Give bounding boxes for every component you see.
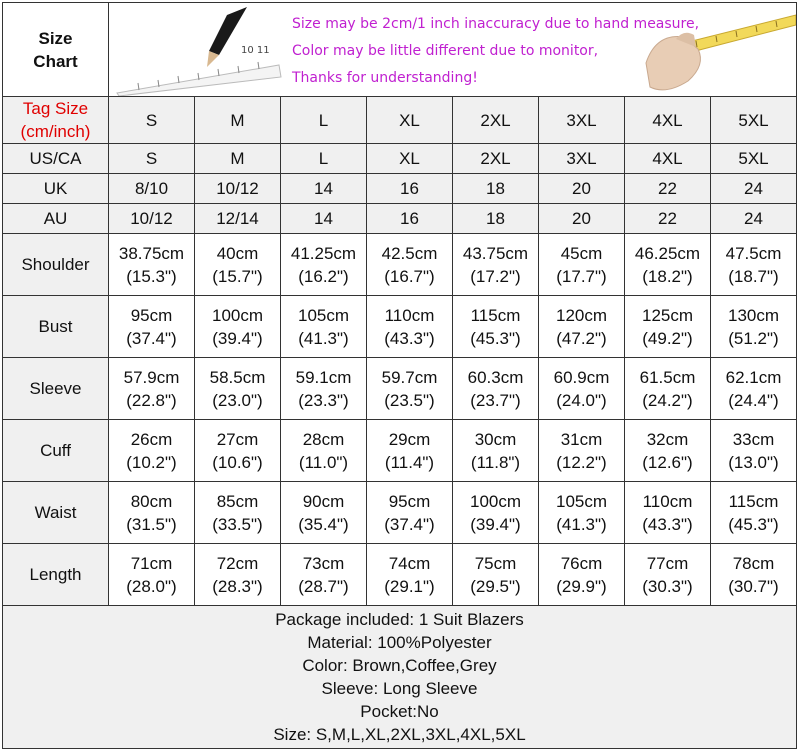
inch-value: (24.0"): [556, 390, 607, 410]
measurement-cell: [539, 358, 625, 420]
measurement-cell: [625, 234, 711, 296]
inch-value: (24.4"): [728, 390, 779, 410]
inch-value: (17.2"): [470, 266, 521, 286]
measurement-cell: [195, 420, 281, 482]
row-label: AU: [3, 204, 109, 234]
size-cell: 14: [281, 204, 367, 234]
measurement-cell: [367, 296, 453, 358]
measurement-cell: [281, 358, 367, 420]
tag-size-label: Tag Size (cm/inch): [3, 97, 109, 144]
inch-value: (15.3"): [126, 266, 177, 286]
measurement-label: Shoulder: [3, 234, 109, 296]
measurement-cell: [195, 234, 281, 296]
measurement-row: [3, 296, 797, 358]
cm-value: 90cm: [302, 491, 345, 511]
size-cell: 4XL: [625, 144, 711, 174]
cm-value: 100cm: [469, 491, 522, 511]
measurement-cell: [625, 358, 711, 420]
inch-value: (16.7"): [384, 266, 435, 286]
cm-value: 59.7cm: [381, 367, 438, 387]
size-chart: [2, 2, 796, 747]
tag-size-cell: M: [195, 97, 281, 144]
inch-value: (16.2"): [298, 266, 349, 286]
inch-value: (49.2"): [642, 328, 693, 348]
measurement-cell: [109, 234, 195, 296]
note-thanks: Thanks for understanding!: [292, 70, 478, 86]
package-info-row: [3, 606, 797, 749]
inch-value: (28.7"): [298, 576, 349, 596]
tag-size-row: [3, 97, 797, 144]
size-cell: 22: [625, 204, 711, 234]
cm-value: 46.25cm: [634, 243, 701, 263]
cm-value: 73cm: [302, 553, 345, 573]
cm-value: 115cm: [470, 305, 521, 325]
size-row: [3, 144, 797, 174]
measurement-cell: [625, 296, 711, 358]
inch-value: (23.5"): [384, 390, 435, 410]
package-info-line: Material: 100%Polyester: [307, 633, 492, 652]
measurement-cell: [109, 296, 195, 358]
cm-value: 78cm: [732, 553, 775, 573]
cm-value: 72cm: [216, 553, 259, 573]
measurement-cell: [195, 482, 281, 544]
cm-value: 61.5cm: [639, 367, 696, 387]
measurement-cell: [367, 482, 453, 544]
inch-value: (51.2"): [728, 328, 779, 348]
inch-value: (11.4"): [384, 452, 435, 472]
measurement-cell: [367, 358, 453, 420]
size-cell: 5XL: [711, 144, 797, 174]
inch-value: (29.1"): [384, 576, 435, 596]
measurement-cell: [109, 544, 195, 606]
size-cell: S: [109, 144, 195, 174]
inch-value: (24.2"): [642, 390, 693, 410]
size-cell: 12/14: [195, 204, 281, 234]
measurement-cell: [367, 420, 453, 482]
inch-value: (29.5"): [470, 576, 521, 596]
measurement-cell: [453, 482, 539, 544]
measurement-cell: [453, 234, 539, 296]
cm-value: 47.5cm: [725, 243, 782, 263]
cm-value: 74cm: [388, 553, 431, 573]
cm-value: 41.25cm: [290, 243, 357, 263]
measurement-cell: [711, 544, 797, 606]
size-cell: 22: [625, 174, 711, 204]
measurement-cell: [109, 358, 195, 420]
inch-value: (18.2"): [642, 266, 693, 286]
cm-value: 33cm: [732, 429, 775, 449]
package-info-line: Sleeve: Long Sleeve: [321, 679, 478, 698]
tag-size-cell: 2XL: [453, 97, 539, 144]
size-cell: 18: [453, 204, 539, 234]
inch-value: (29.9"): [556, 576, 607, 596]
package-info-line: Package included: 1 Suit Blazers: [275, 610, 524, 629]
cm-value: 110cm: [384, 305, 435, 325]
inch-value: (22.8"): [126, 390, 177, 410]
measurement-cell: [539, 234, 625, 296]
measurement-cell: [625, 420, 711, 482]
cm-value: 105cm: [297, 305, 350, 325]
tag-size-cell: 4XL: [625, 97, 711, 144]
cm-value: 26cm: [130, 429, 173, 449]
inch-value: (47.2"): [556, 328, 607, 348]
cm-value: 40cm: [216, 243, 259, 263]
inch-value: (33.5"): [212, 514, 263, 534]
hand-tape-measure-icon: [636, 3, 796, 96]
measurement-cell: [711, 296, 797, 358]
size-cell: M: [195, 144, 281, 174]
cm-value: 62.1cm: [725, 367, 782, 387]
measurement-cell: [453, 296, 539, 358]
size-cell: 20: [539, 174, 625, 204]
inch-value: (35.4"): [298, 514, 349, 534]
cm-value: 80cm: [130, 491, 173, 511]
measurement-cell: [281, 234, 367, 296]
tag-size-cell: L: [281, 97, 367, 144]
measurement-label: Sleeve: [3, 358, 109, 420]
cm-value: 95cm: [388, 491, 431, 511]
size-cell: 24: [711, 204, 797, 234]
size-cell: L: [281, 144, 367, 174]
cm-value: 115cm: [728, 491, 779, 511]
measurement-cell: [109, 420, 195, 482]
cm-value: 95cm: [130, 305, 173, 325]
cm-value: 59.1cm: [295, 367, 352, 387]
measurement-cell: [281, 420, 367, 482]
measurement-cell: [281, 296, 367, 358]
inch-value: (11.0"): [298, 452, 349, 472]
header-row: [3, 3, 797, 97]
inch-value: (43.3"): [642, 514, 693, 534]
inch-value: (11.8"): [470, 452, 521, 472]
inch-value: (37.4"): [384, 514, 435, 534]
cm-value: 77cm: [646, 553, 689, 573]
inch-value: (28.3"): [212, 576, 263, 596]
svg-text:10 11: 10 11: [241, 45, 270, 56]
cm-value: 76cm: [560, 553, 603, 573]
size-cell: 3XL: [539, 144, 625, 174]
measurement-label: Waist: [3, 482, 109, 544]
measurement-cell: [539, 544, 625, 606]
size-row: [3, 204, 797, 234]
cm-value: 71cm: [130, 553, 173, 573]
cm-value: 32cm: [646, 429, 689, 449]
cm-value: 125cm: [641, 305, 694, 325]
measurement-cell: [195, 296, 281, 358]
size-cell: 18: [453, 174, 539, 204]
size-cell: 24: [711, 174, 797, 204]
inch-value: (17.7"): [556, 266, 607, 286]
size-cell: 10/12: [109, 204, 195, 234]
measurement-row: [3, 358, 797, 420]
inch-value: (30.3"): [642, 576, 693, 596]
size-chart-table: [2, 2, 797, 749]
size-row: [3, 174, 797, 204]
inch-value: (28.0"): [126, 576, 177, 596]
disclaimer-banner: [109, 3, 797, 97]
cm-value: 57.9cm: [123, 367, 180, 387]
size-cell: 8/10: [109, 174, 195, 204]
size-cell: 16: [367, 174, 453, 204]
package-info-line: Size: S,M,L,XL,2XL,3XL,4XL,5XL: [273, 725, 526, 744]
measurement-cell: [539, 420, 625, 482]
inch-value: (39.4"): [470, 514, 521, 534]
measurement-cell: [281, 544, 367, 606]
measurement-cell: [711, 358, 797, 420]
measurement-cell: [281, 482, 367, 544]
inch-value: (18.7"): [728, 266, 779, 286]
inch-value: (12.2"): [556, 452, 607, 472]
measurement-row: [3, 234, 797, 296]
cm-value: 45cm: [560, 243, 603, 263]
inch-value: (30.7"): [728, 576, 779, 596]
cm-value: 38.75cm: [118, 243, 185, 263]
cm-value: 30cm: [474, 429, 517, 449]
cm-value: 85cm: [216, 491, 259, 511]
inch-value: (15.7"): [212, 266, 263, 286]
measurement-cell: [711, 482, 797, 544]
cm-value: 60.3cm: [467, 367, 524, 387]
row-label: US/CA: [3, 144, 109, 174]
inch-value: (13.0"): [728, 452, 779, 472]
measurement-cell: [625, 544, 711, 606]
measurement-cell: [625, 482, 711, 544]
inch-value: (41.3"): [556, 514, 607, 534]
measurement-cell: [367, 544, 453, 606]
inch-value: (37.4"): [126, 328, 177, 348]
inch-value: (23.3"): [298, 390, 349, 410]
measurement-cell: [453, 358, 539, 420]
chart-title: Size Chart: [3, 3, 109, 97]
note-measure: Size may be 2cm/1 inch inaccuracy due to hand measure,: [292, 16, 700, 32]
cm-value: 60.9cm: [553, 367, 610, 387]
row-label: UK: [3, 174, 109, 204]
size-cell: 10/12: [195, 174, 281, 204]
size-cell: 16: [367, 204, 453, 234]
inch-value: (10.2"): [126, 452, 177, 472]
cm-value: 42.5cm: [381, 243, 438, 263]
measurement-label: Cuff: [3, 420, 109, 482]
inch-value: (45.3"): [470, 328, 521, 348]
measurement-cell: [539, 482, 625, 544]
cm-value: 43.75cm: [462, 243, 529, 263]
inch-value: (23.0"): [212, 390, 263, 410]
package-info-line: Pocket:No: [360, 702, 439, 721]
cm-value: 31cm: [560, 429, 603, 449]
measurement-label: Length: [3, 544, 109, 606]
cm-value: 75cm: [474, 553, 517, 573]
inch-value: (23.7"): [470, 390, 521, 410]
inch-value: (12.6"): [642, 452, 693, 472]
measurement-cell: [195, 544, 281, 606]
note-color: Color may be little different due to monitor,: [292, 43, 599, 59]
measurement-cell: [453, 544, 539, 606]
cm-value: 28cm: [302, 429, 345, 449]
measurement-row: [3, 420, 797, 482]
size-cell: 14: [281, 174, 367, 204]
size-cell: 2XL: [453, 144, 539, 174]
inch-value: (41.3"): [298, 328, 349, 348]
measurement-cell: [453, 420, 539, 482]
cm-value: 29cm: [388, 429, 431, 449]
cm-value: 58.5cm: [209, 367, 266, 387]
measurement-label: Bust: [3, 296, 109, 358]
measurement-row: [3, 482, 797, 544]
inch-value: (31.5"): [126, 514, 177, 534]
size-cell: 20: [539, 204, 625, 234]
tag-size-cell: S: [109, 97, 195, 144]
cm-value: 100cm: [211, 305, 264, 325]
tag-size-cell: 3XL: [539, 97, 625, 144]
cm-value: 105cm: [555, 491, 608, 511]
cm-value: 120cm: [555, 305, 608, 325]
measurement-cell: [109, 482, 195, 544]
inch-value: (39.4"): [212, 328, 263, 348]
cm-value: 130cm: [727, 305, 780, 325]
package-info-line: Color: Brown,Coffee,Grey: [302, 656, 497, 675]
measurement-cell: [195, 358, 281, 420]
measurement-row: [3, 544, 797, 606]
measurement-cell: [539, 296, 625, 358]
inch-value: (45.3"): [728, 514, 779, 534]
pencil-ruler-icon: [109, 3, 289, 96]
tag-size-cell: XL: [367, 97, 453, 144]
package-info: [3, 606, 797, 749]
tag-size-cell: 5XL: [711, 97, 797, 144]
size-cell: XL: [367, 144, 453, 174]
measurement-cell: [711, 420, 797, 482]
measurement-cell: [711, 234, 797, 296]
cm-value: 110cm: [642, 491, 693, 511]
measurement-cell: [367, 234, 453, 296]
inch-value: (43.3"): [384, 328, 435, 348]
cm-value: 27cm: [216, 429, 259, 449]
inch-value: (10.6"): [212, 452, 263, 472]
